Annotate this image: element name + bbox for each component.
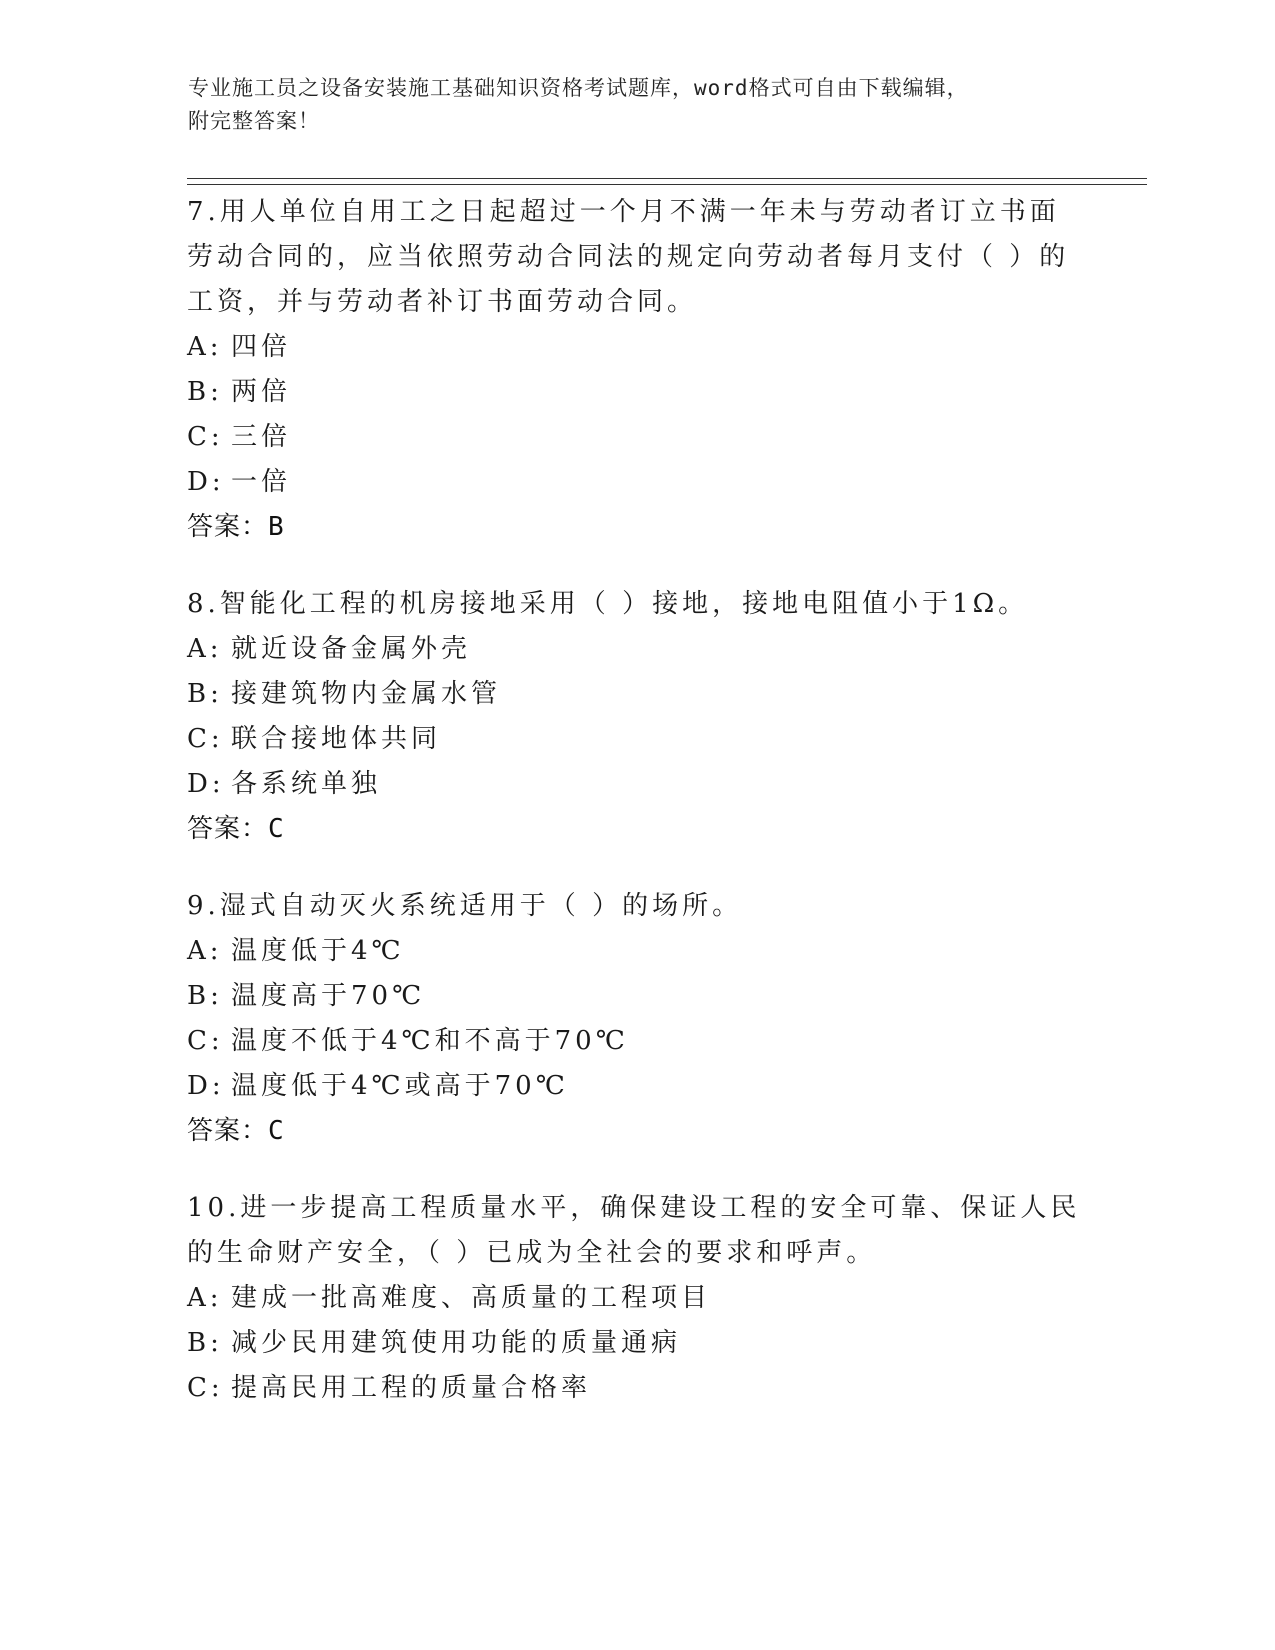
question-8 [187,582,1087,852]
option-key: B: [187,1328,223,1358]
option-text: 两倍 [231,377,292,407]
option-text: 三倍 [231,422,292,452]
option-c [187,717,1087,762]
option-c [187,1019,1087,1064]
option-text: 就近设备金属外壳 [231,634,472,664]
option-text: 联合接地体共同 [231,724,442,754]
option-key: B: [187,981,223,1011]
option-text: 接建筑物内金属水管 [231,679,502,709]
option-key: A: [187,634,223,664]
header-line-1: 专业施工员之设备安装施工基础知识资格考试题库，word格式可自由下载编辑， [188,76,969,100]
option-text: 提高民用工程的质量合格率 [231,1373,592,1403]
question-10 [187,1186,1087,1411]
option-b [187,1321,1087,1366]
question-9 [187,884,1087,1154]
option-a [187,627,1087,672]
question-stem: 9.湿式自动灭火系统适用于（ ）的场所。 [187,891,743,921]
option-text: 减少民用建筑使用功能的质量通病 [231,1328,682,1358]
option-key: A: [187,332,223,362]
option-b [187,370,1087,415]
option-key: C: [187,422,224,452]
document-header [188,72,1088,138]
option-text: 各系统单独 [231,769,382,799]
option-text: 建成一批高难度、高质量的工程项目 [231,1283,712,1313]
question-stem: 8.智能化工程的机房接地采用（ ）接地，接地电阻值小于1Ω。 [187,589,1029,619]
option-text: 一倍 [231,467,292,497]
option-key: C: [187,1373,224,1403]
question-stem: 10.进一步提高工程质量水平，确保建设工程的安全可靠、保证人民的生命财产安全，（ ）已成为全社会的要求和呼声。 [187,1193,1081,1268]
option-text: 温度低于4℃ [231,936,405,966]
answer-line: 答案：C [187,814,285,844]
question-stem: 7.用人单位自用工之日起超过一个月不满一年未与劳动者订立书面劳动合同的，应当依照劳动合同法的规定向劳动者每月支付（ ）的工资，并与劳动者补订书面劳动合同。 [187,197,1070,317]
answer-line: 答案：B [187,512,285,542]
option-key: C: [187,724,224,754]
header-divider [187,178,1147,185]
option-key: D: [187,467,225,497]
option-key: B: [187,679,223,709]
option-key: C: [187,1026,224,1056]
option-b [187,672,1087,717]
answer-line: 答案：C [187,1116,285,1146]
option-key: A: [187,936,223,966]
option-d [187,762,1087,807]
header-line-2: 附完整答案！ [188,109,320,133]
option-d [187,460,1087,505]
option-key: B: [187,377,223,407]
option-text: 四倍 [231,332,292,362]
option-text: 温度不低于4℃和不高于70℃ [231,1026,629,1056]
option-a [187,325,1087,370]
option-a [187,929,1087,974]
option-key: D: [187,1071,225,1101]
option-key: D: [187,769,225,799]
option-key: A: [187,1283,223,1313]
option-text: 温度低于4℃或高于70℃ [231,1071,569,1101]
option-c [187,415,1087,460]
question-list [187,190,1087,1443]
question-7 [187,190,1087,550]
option-d [187,1064,1087,1109]
option-b [187,974,1087,1019]
option-a [187,1276,1087,1321]
option-text: 温度高于70℃ [231,981,426,1011]
option-c [187,1366,1087,1411]
